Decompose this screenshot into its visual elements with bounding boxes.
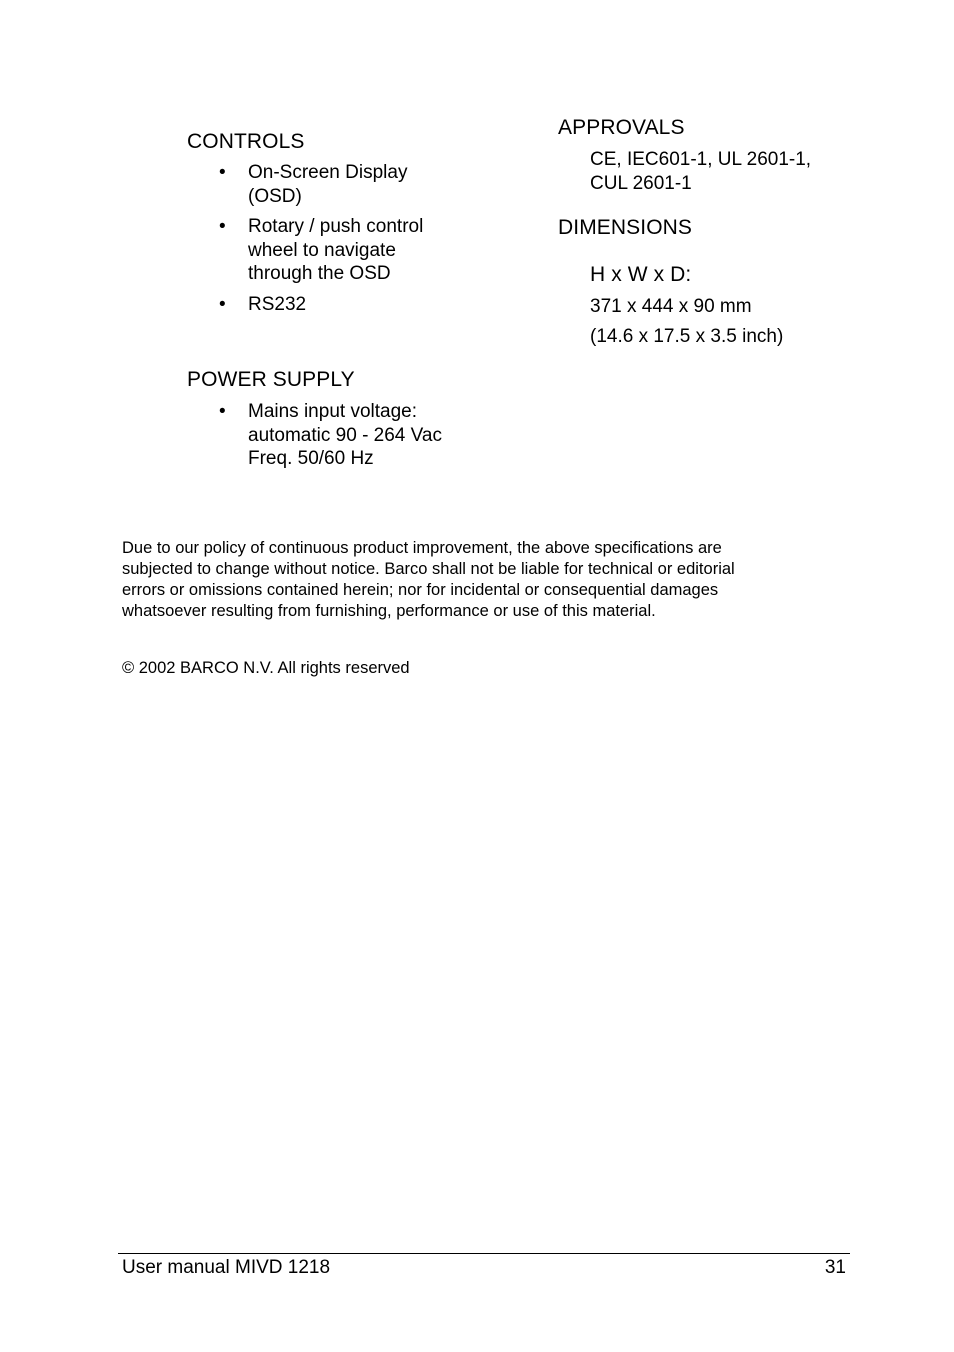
list-item-line: automatic 90 - 264 Vac (248, 424, 442, 446)
disclaimer-line: Due to our policy of continuous product improvement, the above specifications are (122, 539, 722, 557)
dimensions-subheading: H x W x D: (590, 263, 692, 286)
list-item-line: wheel to navigate (248, 239, 396, 261)
power-supply-heading: POWER SUPPLY (187, 368, 355, 391)
approvals-line: CE, IEC601-1, UL 2601-1, (590, 149, 812, 170)
list-item-line: (OSD) (248, 185, 302, 207)
list-item-line: Rotary / push control (248, 216, 424, 237)
list-item-line: Freq. 50/60 Hz (248, 448, 374, 469)
list-item-line: RS232 (248, 294, 307, 315)
approvals-line: CUL 2601-1 (590, 172, 692, 194)
footer-title: User manual MIVD 1218 (122, 1257, 331, 1278)
dimensions-imperial: (14.6 x 17.5 x 3.5 inch) (590, 326, 784, 347)
disclaimer-line: subjected to change without notice. Barco shall not be liable for technical or editorial (122, 560, 735, 578)
bullet-icon: • (219, 294, 226, 315)
bullet-icon: • (219, 401, 226, 422)
bullet-icon: • (219, 216, 226, 237)
footer-divider (118, 1253, 850, 1254)
list-item-line: through the OSD (248, 263, 391, 284)
list-item-line: On-Screen Display (248, 162, 408, 183)
disclaimer-line: errors or omissions contained herein; nor for incidental or consequential damages (122, 581, 719, 599)
bullet-icon: • (219, 162, 226, 183)
disclaimer-line: whatsoever resulting from furnishing, performance or use of this material. (122, 602, 656, 620)
controls-heading: CONTROLS (187, 130, 305, 153)
dimensions-heading: DIMENSIONS (558, 216, 693, 239)
copyright-notice: © 2002 BARCO N.V. All rights reserved (122, 659, 410, 677)
approvals-heading: APPROVALS (558, 116, 685, 139)
list-item-line: Mains input voltage: (248, 401, 417, 422)
page-number: 31 (824, 1257, 846, 1278)
dimensions-metric: 371 x 444 x 90 mm (590, 296, 752, 317)
